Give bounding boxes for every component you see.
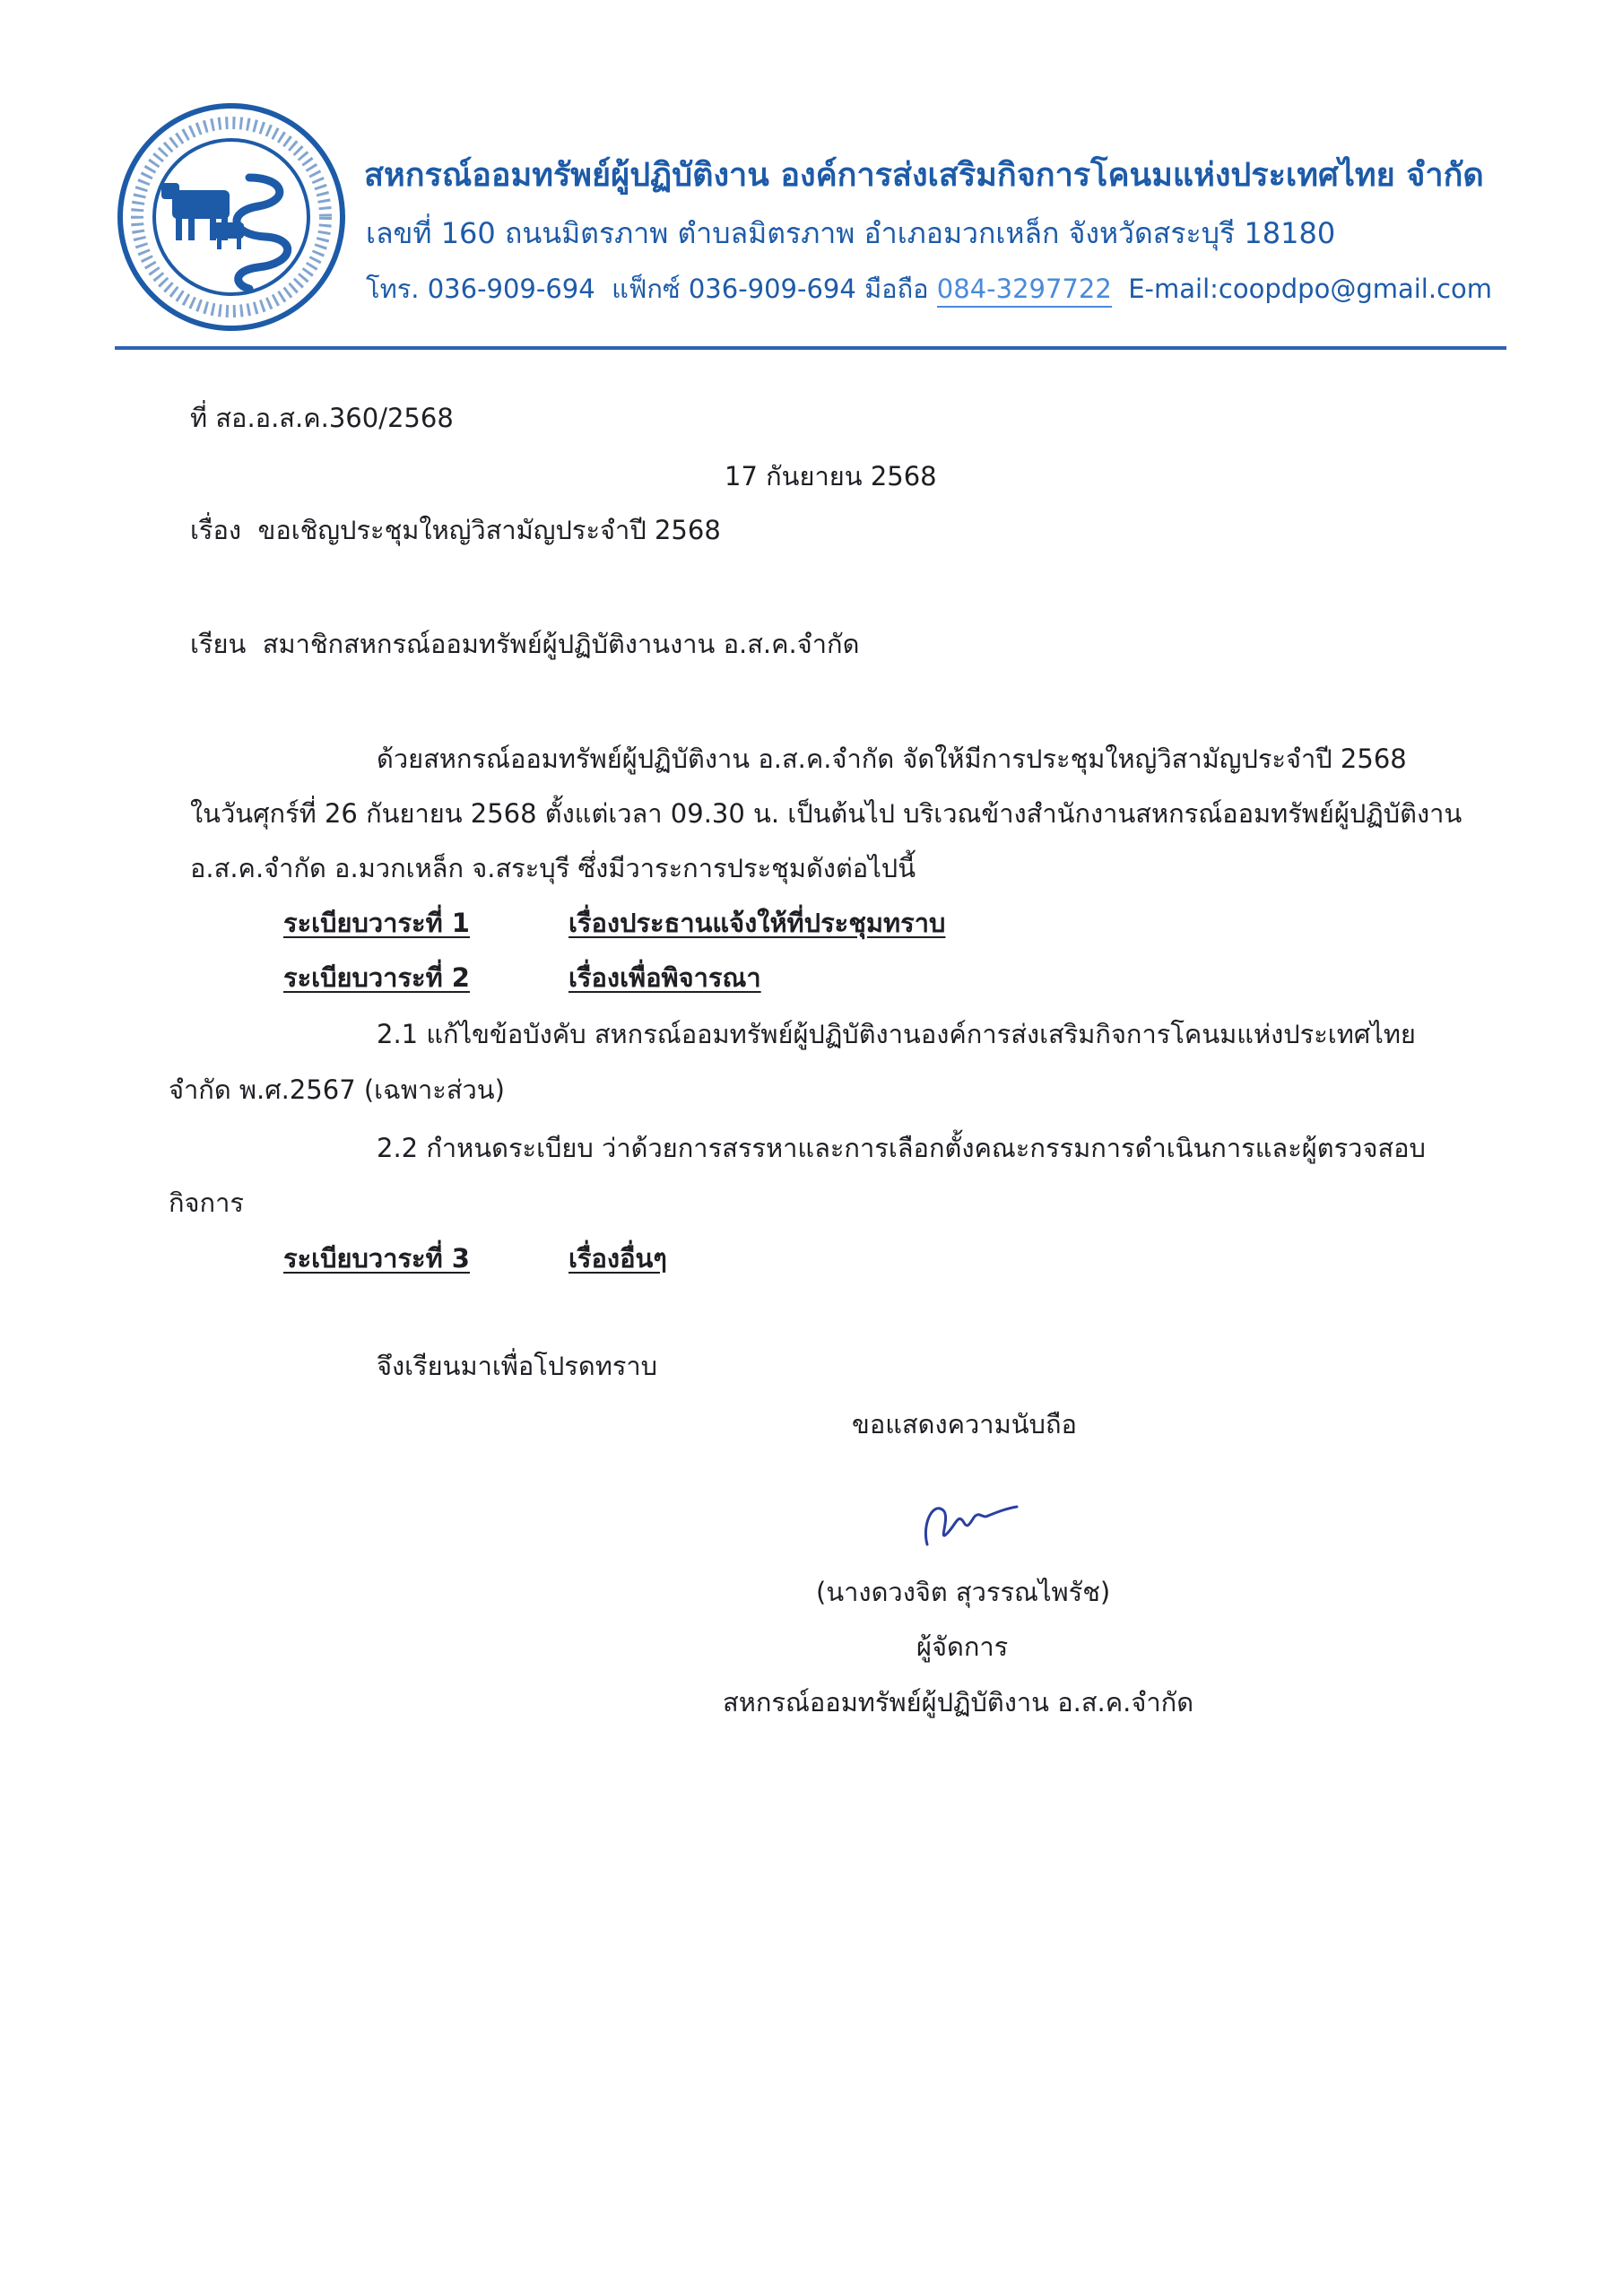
agenda-3-label: ระเบียบวาระที่ 3 (283, 1243, 470, 1274)
cooperative-seal-logo (115, 100, 348, 334)
subject-line (190, 509, 721, 551)
org-contact-line (366, 268, 1492, 309)
handwritten-signature (916, 1489, 1024, 1561)
agenda-1-label: ระเบียบวาระที่ 1 (283, 908, 470, 938)
recipient-text: สมาชิกสหกรณ์ออมทรัพย์ผู้ปฏิบัติงานงาน อ.ส.ค.จำกัด (262, 629, 860, 659)
agenda-2-title: เรื่องเพื่อพิจารณา (568, 962, 761, 993)
recipient-label: เรียน (190, 629, 247, 659)
recipient-line (190, 623, 859, 665)
phone-label: โทร. (366, 274, 420, 304)
signer-title: ผู้จัดการ (916, 1631, 1009, 1662)
fax-number: 036-909-694 (688, 274, 856, 304)
fax-label: แฟ็กซ์ (612, 274, 681, 304)
mobile-number: 084-3297722 (937, 274, 1112, 308)
regards-line: ขอแสดงความนับถือ (852, 1409, 1077, 1439)
intro-line-1: ด้วยสหกรณ์ออมทรัพย์ผู้ปฏิบัติงาน อ.ส.ค.จำกัด จัดให้มีการประชุมใหญ่วิสามัญประจำปี 2568 (377, 744, 1407, 774)
subject-label: เรื่อง (190, 515, 242, 545)
phone-number: 036-909-694 (427, 274, 595, 304)
letter-date: 17 กันยายน 2568 (725, 461, 937, 491)
org-address: เลขที่ 160 ถนนมิตรภาพ ตำบลมิตรภาพ อำเภอมวกเหล็ก จังหวัดสระบุรี 18180 (366, 216, 1336, 250)
signer-organization: สหกรณ์ออมทรัพย์ผู้ปฏิบัติงาน อ.ส.ค.จำกัด (723, 1687, 1194, 1718)
subject-text: ขอเชิญประชุมใหญ่วิสามัญประจำปี 2568 (257, 515, 721, 545)
item-2-1-line-1: 2.1 แก้ไขข้อบังคับ สหกรณ์ออมทรัพย์ผู้ปฏิบัติงานองค์การส่งเสริมกิจการโคนมแห่งประเทศไทย (377, 1019, 1416, 1049)
org-name: สหกรณ์ออมทรัพย์ผู้ปฏิบัติงาน องค์การส่งเสริมกิจการโคนมแห่งประเทศไทย จำกัด (364, 157, 1484, 194)
item-2-2-line-1: 2.2 กำหนดระเบียบ ว่าด้วยการสรรหาและการเลือกตั้งคณะกรรมการดำเนินการและผู้ตรวจสอบ (377, 1133, 1426, 1163)
agenda-2-label: ระเบียบวาระที่ 2 (283, 962, 470, 993)
agenda-3-title: เรื่องอื่นๆ (568, 1243, 667, 1274)
signer-name: (นางดวงจิต สุวรรณไพรัช) (816, 1577, 1111, 1607)
reference-number: ที่ สอ.อ.ส.ค.360/2568 (190, 403, 454, 433)
item-2-2-line-2: กิจการ (169, 1187, 244, 1218)
letterhead-divider (115, 346, 1506, 350)
email-address: coopdpo@gmail.com (1218, 274, 1493, 304)
closing-line: จึงเรียนมาเพื่อโปรดทราบ (377, 1351, 658, 1381)
email-label: E-mail: (1128, 274, 1219, 304)
mobile-label: มือถือ (864, 274, 929, 304)
intro-line-3: อ.ส.ค.จำกัด อ.มวกเหล็ก จ.สระบุรี ซึ่งมีวาระการประชุมดังต่อไปนี้ (190, 853, 916, 883)
intro-line-2: ในวันศุกร์ที่ 26 กันยายน 2568 ตั้งแต่เวลา 09.30 น. เป็นต้นไป บริเวณข้างสำนักงานสหกรณ์ออมทรัพย์ผู้ปฏิบัติงาน (190, 798, 1462, 829)
item-2-1-line-2: จำกัด พ.ศ.2567 (เฉพาะส่วน) (169, 1074, 505, 1105)
agenda-1-title: เรื่องประธานแจ้งให้ที่ประชุมทราบ (568, 908, 946, 938)
